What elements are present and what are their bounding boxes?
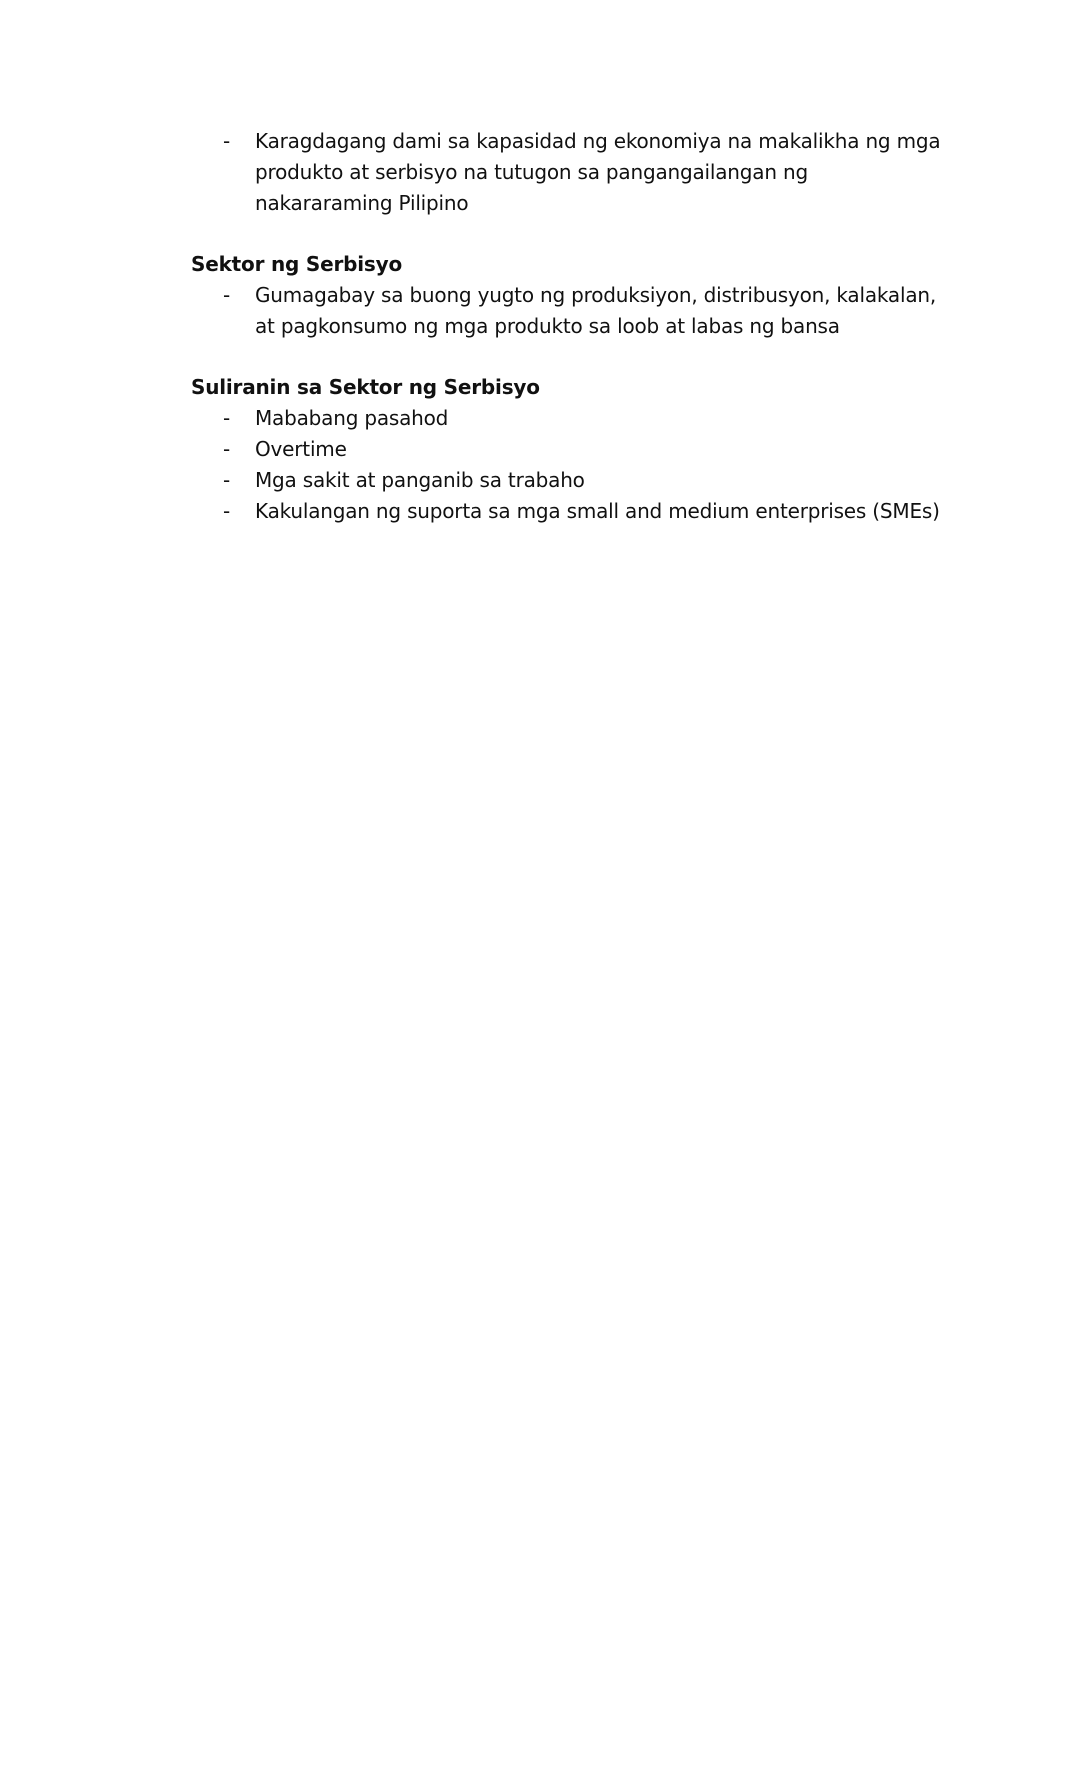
bullet-dash: - xyxy=(223,129,231,153)
bullet-dash: - xyxy=(223,468,231,492)
section-heading-sektor-ng-serbisyo: Sektor ng Serbisyo xyxy=(191,252,402,276)
list-item-text: Mababang pasahod xyxy=(255,406,449,430)
list-item-text: Kakulangan ng suporta sa mga small and medium enterprises (SMEs) xyxy=(255,499,940,523)
bullet-dash: - xyxy=(223,437,231,461)
list-item-text: Mga sakit at panganib sa trabaho xyxy=(255,468,585,492)
list-item xyxy=(191,434,951,465)
list-item xyxy=(191,496,951,527)
list-item-text: Gumagabay sa buong yugto ng produksiyon, distribusyon, kalakalan, at pagkonsumo ng mga produkto sa loob at labas ng bansa xyxy=(255,283,937,338)
list-item xyxy=(191,403,951,434)
bullet-dash: - xyxy=(223,406,231,430)
list-item xyxy=(191,280,951,342)
list-item-text: Overtime xyxy=(255,437,347,461)
bullet-dash: - xyxy=(223,283,231,307)
list-item-text: Karagdagang dami sa kapasidad ng ekonomiya na makalikha ng mga produkto at serbisyo na tutugon sa pangangailangan ng nakararaming Pilipino xyxy=(255,129,941,215)
list-item xyxy=(191,126,951,219)
suliranin-list xyxy=(191,403,951,527)
bullet-dash: - xyxy=(223,499,231,523)
document-content xyxy=(191,126,951,527)
intro-list xyxy=(191,126,951,219)
section-heading-suliranin: Suliranin sa Sektor ng Serbisyo xyxy=(191,375,540,399)
list-item xyxy=(191,465,951,496)
sektor-ng-serbisyo-list xyxy=(191,280,951,342)
